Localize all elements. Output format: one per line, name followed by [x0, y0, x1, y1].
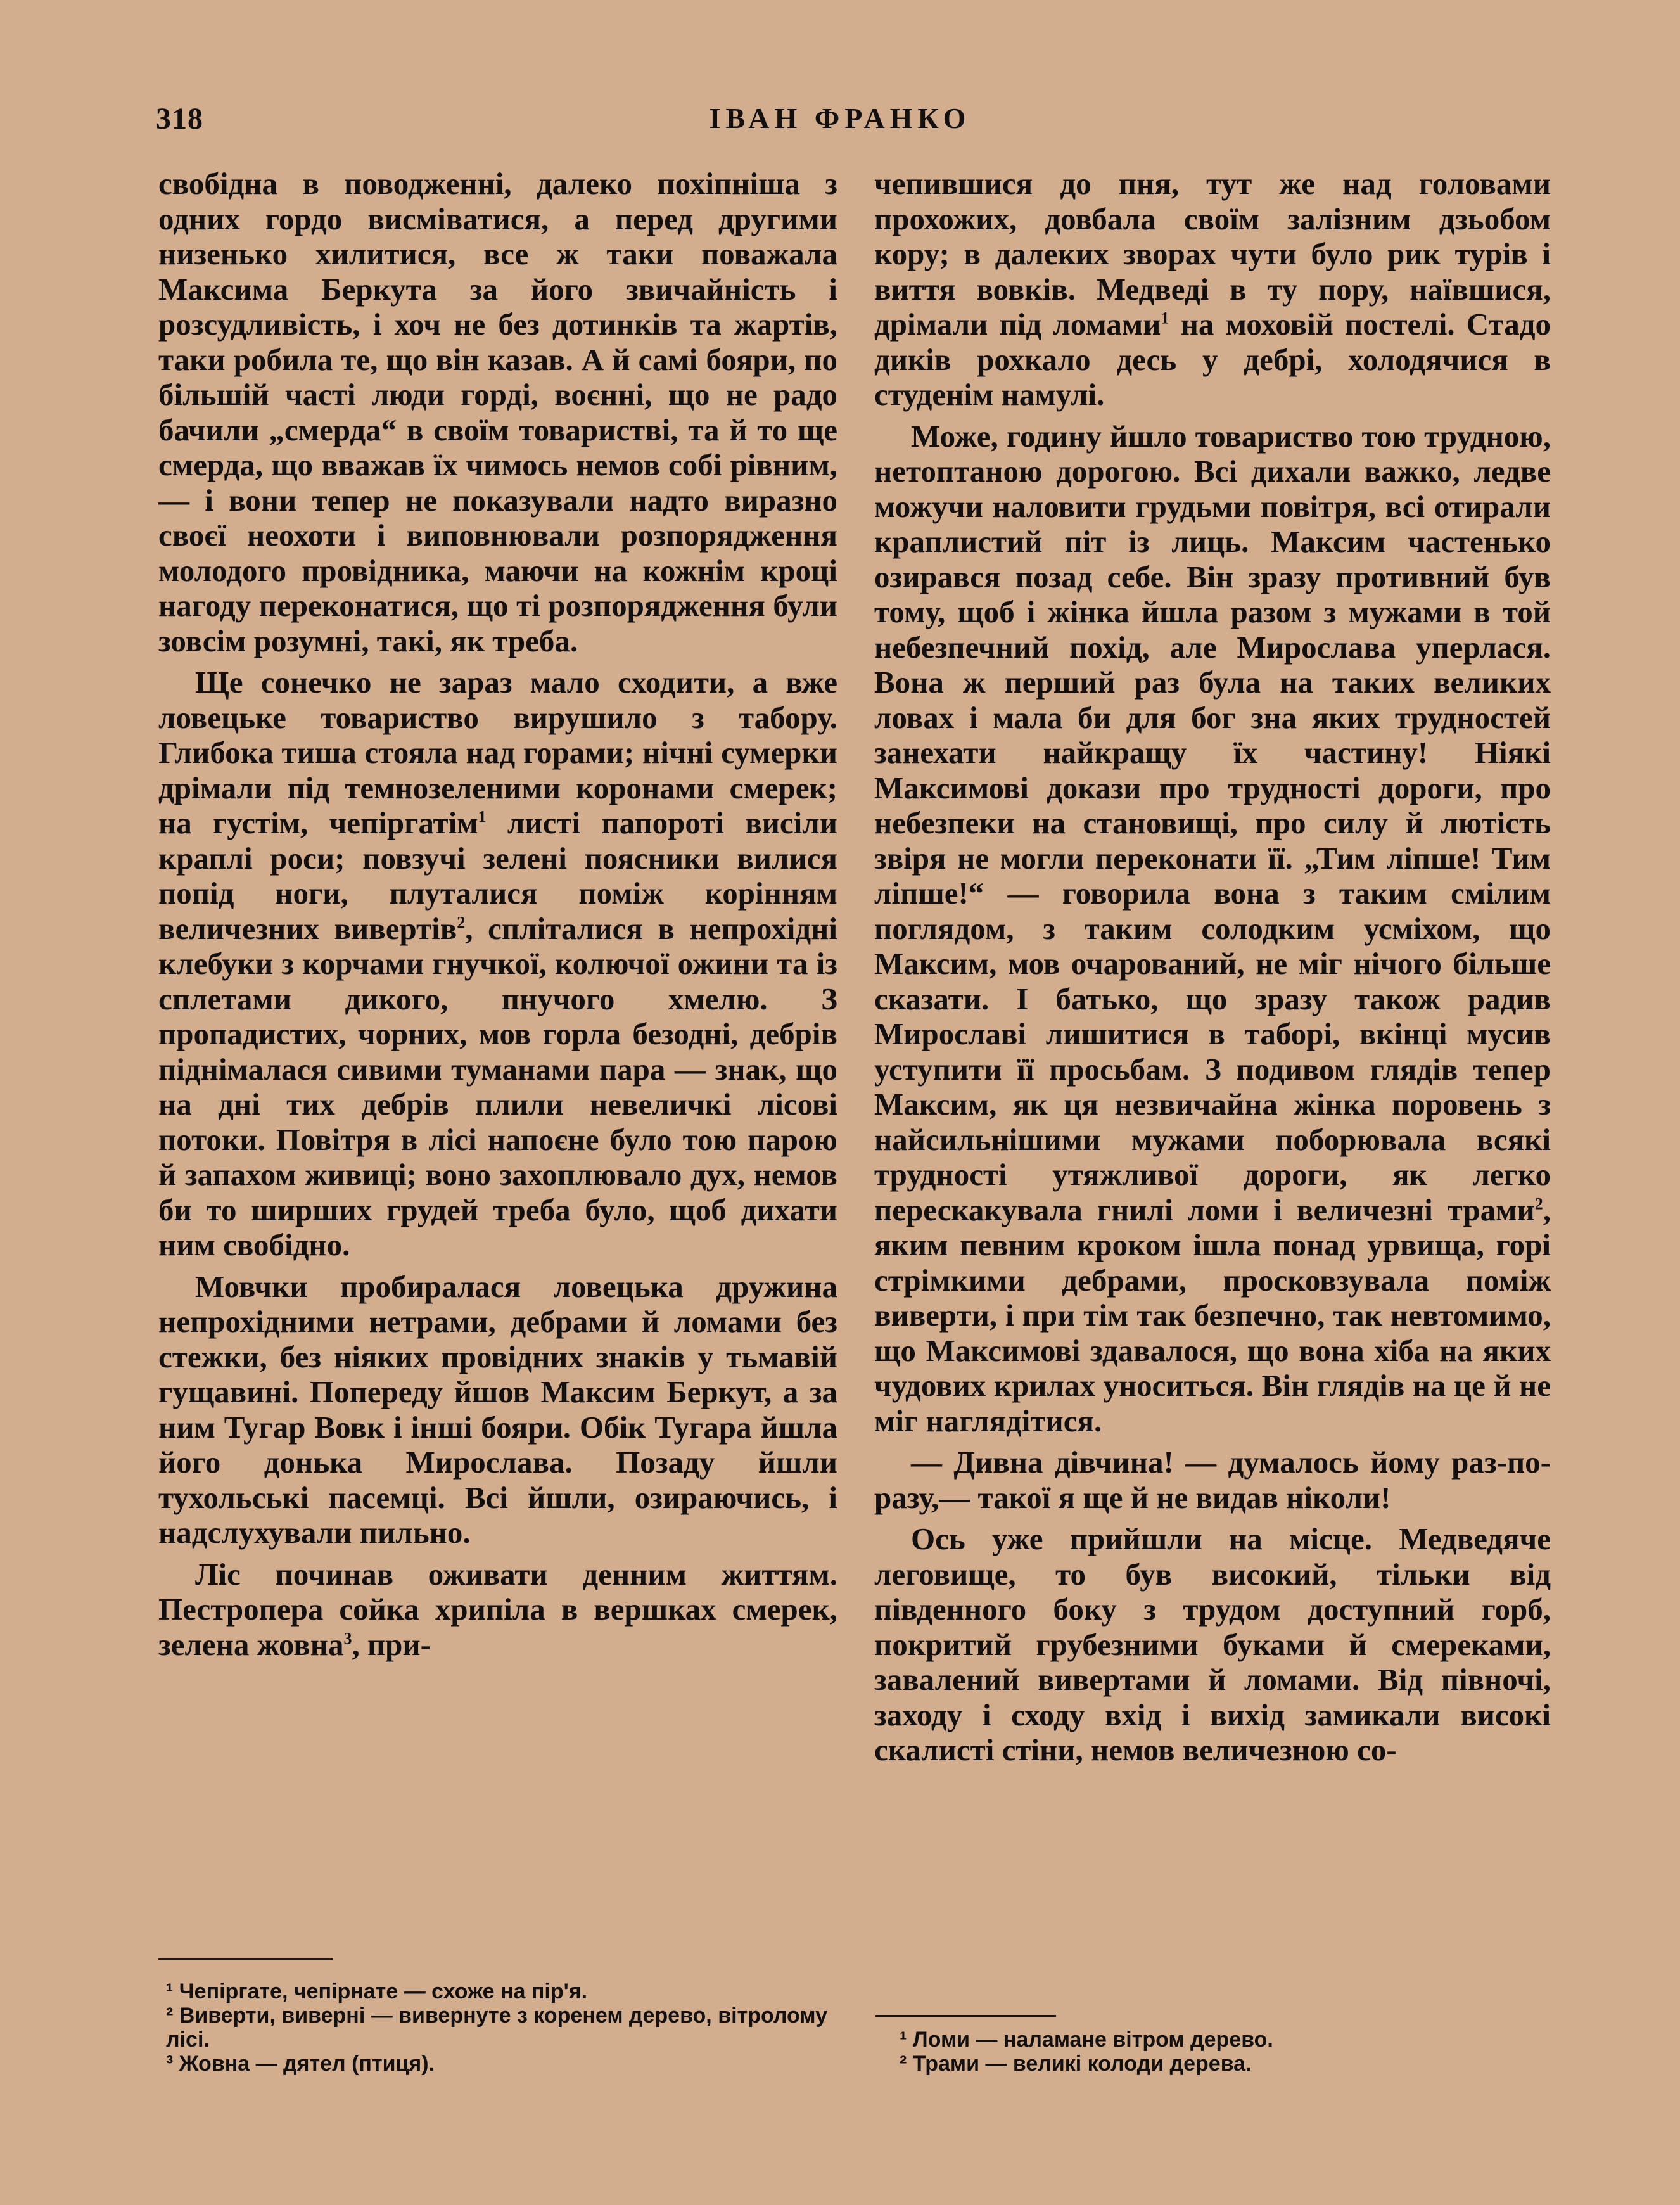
- paragraph: [874, 419, 1551, 1439]
- footnote-ref: 2: [457, 913, 466, 932]
- text-run: , яким певним кроком ішла понад урвища, горі стрімкими дебрами, просковзувала поміж виверти, і при тім так безпечно, так невтомимо, що Максимові здавалося, що вона хіба на яких чудових крилах уноситься. Він глядів на це й не міг наглядітися.: [874, 1192, 1551, 1438]
- footnotes-left: [166, 1979, 831, 2076]
- text-run: на моховій постелі. Стадо диків рохкало десь у дебрі, холодячися в студенім намулі.: [874, 307, 1551, 412]
- running-head: ІВАН ФРАНКО: [709, 102, 971, 134]
- footnote-ref: 2: [1534, 1194, 1543, 1213]
- text-run: Може, годину йшло товариство тою трудною, нетоптаною дорогою. Всі дихали важко, ледве можучи наловити грудьми повітря, всі отирали краплистий піт із лиць. Максим частенько озирався позад себе. Він зразу противний був тому, щоб і жінка йшла разом з мужами в той небезпечний похід, але Мирослава уперлася. Вона ж перший раз була на таких великих ловах і мала би для бог зна яких трудностей занехати найкращу їх частину! Ніякі Максимові докази про трудності дороги, про небезпеки на становищі, про силу й лютість звіря не могли переконати її. „Тим ліпше! Тим ліпше!“ — говорила вона з таким смілим поглядом, з таким солодким усміхом, що Максим, мов очарований, не міг нічого більше сказати. І батько, що зразу також радив Мирославі лишитися в таборі, вкінці мусив уступити її просьбам. З подивом глядів тепер Максим, як ця незвичайна жінка поровень з найсильнішими мужами поборювала всякі трудності утяжливої дороги, як легко перескакувала гнилі ломи і величезні трами: [874, 418, 1551, 1227]
- footnotes-right: [900, 2028, 1552, 2076]
- paragraph: [158, 1557, 837, 1663]
- footnote: ¹ Ломи — наламане вітром дерево.: [900, 2028, 1273, 2052]
- text-run: Ще сонечко не зараз мало сходити, а вже ловецьке товариство вирушило з табору. Глибока тиша стояла над горами; нічні сумерки дрімали під темнозеленими коронами смерек; на густім, чепіргатім: [158, 665, 837, 840]
- paragraph: [874, 166, 1551, 412]
- text-run: чепившися до пня, тут же над головами прохожих, довбала своїм залізним дзьобом кору; в далеких зворах чути було рик турів і виття вовків. Медведі в ту пору, наївшися, дрімали під ломами: [874, 166, 1551, 342]
- paragraph: Мовчки пробиралася ловецька дружина непрохідними нетрами, дебрами й ломами без стежки, без ніяких провідних знаків у тьмавій гущавині. Попереду йшов Максим Беркут, а за ним Тугар Вовк і інші бояри. Обік Тугара йшла його донька Мирослава. Позаду йшли тухольські пасемці. Всі йшли, озираючись, і надслухували пильно.: [158, 1269, 837, 1550]
- footnote-ref: 1: [1161, 309, 1169, 328]
- right-column: [874, 166, 1551, 1768]
- footnote-rule: [158, 1958, 333, 1960]
- paragraph: свобідна в поводженні, далеко похіпніша з одних гордо висміватися, а перед другими низенько хилитися, все ж таки поважала Максима Беркута за його звичайність і розсудливість, і хоч не без дотинків та жартів, таки робила те, що він казав. А й самі бояри, по більшій часті люди горді, воєнні, що не радо бачили „смерда“ в своїм товаристві, та й то ще смерда, що вважав їх чимось немов собі рівним,— і вони тепер не показували надто виразно своєї неохоти і виповнювали розпорядження молодого провідника, маючи на кожнім кроці нагоду переконатися, що ті розпорядження були зовсім розумні, такі, як треба.: [158, 166, 837, 658]
- footnote: ¹ Чепіргате, чепірнате — схоже на пір'я.: [166, 1979, 588, 2004]
- left-column: [158, 166, 837, 1662]
- footnote-ref: 3: [343, 1629, 352, 1648]
- text-run: Ліс починав оживати денним життям. Пестропера сойка хрипіла в вершках смерек, зелена жовна: [158, 1556, 837, 1662]
- text-run: , при-: [352, 1627, 431, 1662]
- paragraph: — Дивна дівчина! — думалось йому раз-по-разу,— такої я ще й не видав ніколи!: [874, 1445, 1551, 1515]
- page-number: 318: [156, 102, 203, 136]
- footnote: ² Трами — великі колоди дерева.: [900, 2052, 1252, 2076]
- paragraph: Ось уже прийшли на місце. Медведяче леговище, то був високий, тільки від південного боку з трудом доступний горб, покритий грубезними буками й смереками, завалений вивертами й ломами. Від півночі, заходу і сходу вхід і вихід замикали високі скалисті стіни, немов величезною со-: [874, 1521, 1551, 1767]
- footnote: ² Виверти, виверні — вивернуте з коренем дерево, вітролому лісі.: [166, 2004, 827, 2052]
- text-run: , сплiталися в непрохідні клебуки з корчами гнучкої, колючої ожини та із сплетами дикого, пнучого хмелю. З пропадистих, чорних, мов горла безодні, дебрів піднімалася сивими туманами пара — знак, що на дні тих дебрів плили невеличкі лісові потоки. Повітря в лісі напоєне було тою парою й запахом живиці; воно захоплювало дух, немов би то ширших грудей треба було, щоб дихати ним свобідно.: [158, 911, 837, 1262]
- text-run: листі папороті висіли краплі роси; повзучі зелені поясники вилися попід ноги, плуталися поміж корінням величезних вивертів: [158, 805, 838, 946]
- paragraph: [158, 665, 837, 1263]
- footnote-rule: [875, 2015, 1056, 2017]
- footnote-ref: 1: [478, 807, 487, 826]
- footnote: ³ Жовна — дятел (птиця).: [166, 2052, 435, 2076]
